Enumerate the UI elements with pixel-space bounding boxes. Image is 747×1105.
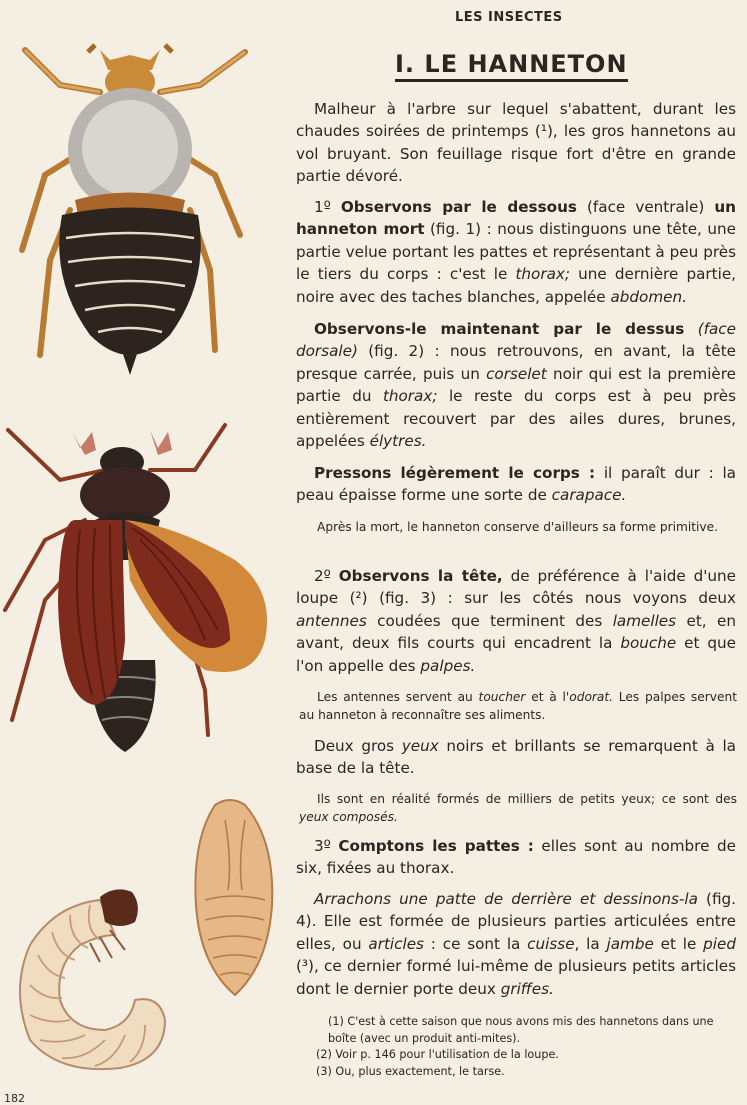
paragraph-ventral: 1º Observons par le dessous (face ventrale) un hanneton mort (fig. 1) : nous distinguons une tête, une partie velue portant les pattes et représentant à peu près le tiers du corps : c'est le thorax; une dernière partie, noire avec des taches blanches, appelée abdomen. bbox=[296, 198, 736, 306]
footnote-1: (1) C'est à cette saison que nous avons mis des hannetons dans une boîte (avec un produit anti-mites). bbox=[328, 1015, 714, 1045]
footnote-2: (2) Voir p. 146 pour l'utilisation de la loupe. bbox=[316, 1048, 559, 1062]
pupa-illustration bbox=[195, 800, 272, 995]
note-after-death: Après la mort, le hanneton conserve d'ailleurs sa forme primitive. bbox=[317, 520, 718, 534]
section-header: LES INSECTES bbox=[455, 10, 563, 25]
paragraph-head: 2º Observons la tête, de préférence à l'aide d'une loupe (²) (fig. 3) : sur les côtés nous voyons deux antennes coudées que terminent des lamelles et, en avant, deux fils courts qui encadrent la bouche et que l'on appelle des palpes. bbox=[296, 567, 737, 675]
paragraph-dorsal: Observons-le maintenant par le dessus (face dorsale) (fig. 2) : nous retrouvons, en avant, la tête presque carrée, puis un corselet noir qui est la première partie du thorax; le reste du corps est à peu près entièrement recouvert par des ailes dures, brunes, appelées élytres. bbox=[296, 320, 737, 451]
note-compound-eyes: Ils sont en réalité formés de milliers de petits yeux; ce sont des yeux composés. bbox=[299, 792, 737, 824]
page-number: 182 bbox=[4, 1092, 25, 1105]
paragraph-legs: 3º Comptons les pattes : elles sont au nombre de six, fixées au thorax. bbox=[296, 837, 736, 878]
paragraph-eyes: Deux gros yeux noirs et brillants se remarquent à la base de la tête. bbox=[296, 737, 736, 778]
footnotes bbox=[316, 1014, 742, 1080]
paragraph-carapace: Pressons légèrement le corps : il paraît dur : la peau épaisse forme une sorte de carapace. bbox=[296, 464, 736, 505]
cockchafer-dorsal-illustration bbox=[5, 425, 267, 752]
paragraph-leg-parts: Arrachons une patte de derrière et dessinons-la (fig. 4). Elle est formée de plusieurs parties articulées entre elles, ou articles : ce sont la cuisse, la jambe et le pied (³), ce dernier formé lui-même de plusieurs petits articles dont le dernier porte deux griffes. bbox=[296, 890, 736, 998]
chapter-title: I. LE HANNETON bbox=[395, 50, 628, 82]
larva-illustration bbox=[20, 889, 165, 1069]
cockchafer-ventral-illustration bbox=[22, 45, 245, 375]
illustrations bbox=[0, 0, 290, 1095]
note-antennae: Les antennes servent au toucher et à l'odorat. Les palpes servent au hanneton à reconnaître ses aliments. bbox=[299, 690, 738, 722]
footnote-3: (3) Ou, plus exactement, le tarse. bbox=[316, 1064, 505, 1078]
intro-paragraph: Malheur à l'arbre sur lequel s'abattent, durant les chaudes soirées de printemps (¹), les gros hannetons au vol bruyant. Son feuillage risque fort d'être en grande partie dévoré. bbox=[296, 100, 736, 186]
